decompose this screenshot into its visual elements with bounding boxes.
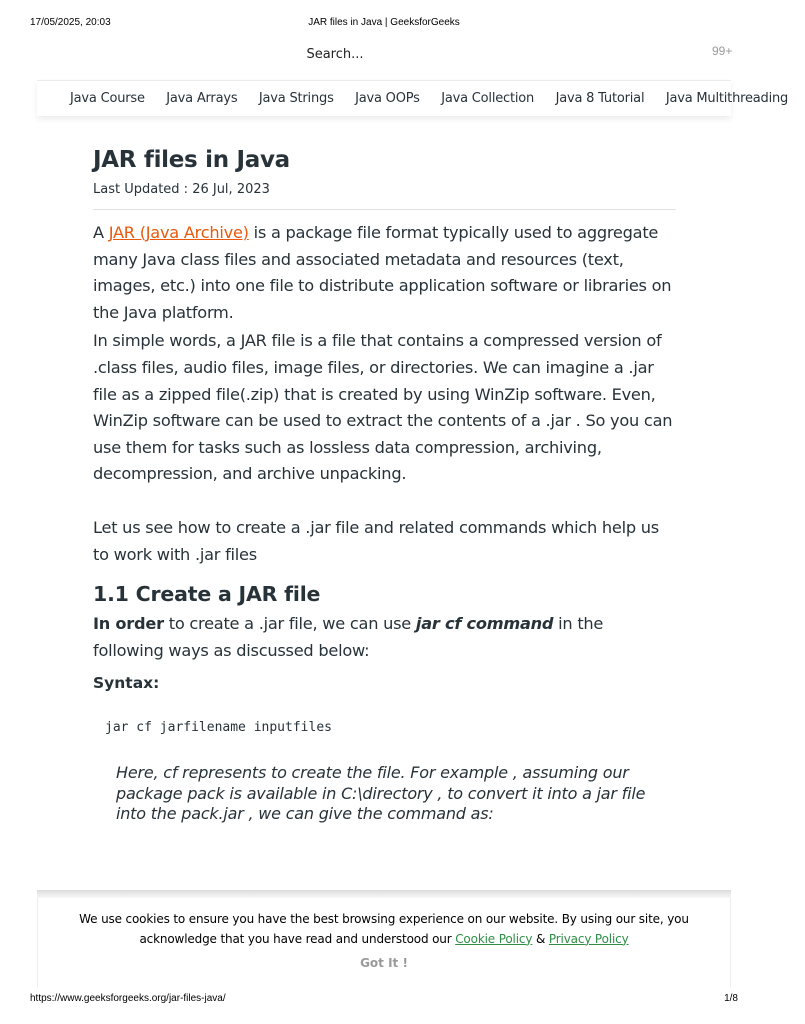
cookie-message-text: We use cookies to ensure you have the best browsing experience on our website. By using our site, you acknowledge that you have read and understood our (79, 912, 689, 946)
intro-paragraph (93, 220, 676, 326)
nav-item-java-8-tutorial[interactable]: Java 8 Tutorial (555, 91, 645, 106)
nav-item-java-course[interactable]: Java Course (70, 91, 145, 106)
topic-nav-bar (37, 80, 789, 116)
notification-count-badge[interactable]: 99+ (712, 44, 733, 58)
privacy-policy-link[interactable]: Privacy Policy (548, 931, 629, 946)
intro-text: is a package file format typically used to aggregate many Java class files and associated metadata and resources (text, images, etc.) into one file to distribute application software or libraries on the Java platform. (93, 223, 672, 322)
got-it-button[interactable]: Got It ! (360, 956, 408, 970)
cookie-message (38, 910, 730, 949)
article-title: JAR files in Java (93, 147, 290, 173)
simple-words-paragraph: In simple words, a JAR file is a file that contains a compressed version of .class files, audio files, image files, or directories. We can imagine a .jar file as a zipped file(.zip) that is created by using WinZip software. Even, WinZip software can be used to extract the contents of a .jar . So you can use them for tasks such as lossless data compression, archiving, decompression, and archive unpacking. (93, 331, 673, 484)
print-page-title: JAR files in Java | GeeksforGeeks (308, 17, 460, 28)
create-jar-paragraph (93, 611, 676, 664)
create-jar-text: to create a .jar file, we can use (163, 614, 416, 634)
nav-item-java-strings[interactable]: Java Strings (258, 91, 334, 106)
cookie-policy-link[interactable]: Cookie Policy (455, 931, 533, 946)
in-order-bold: In order (93, 614, 164, 634)
code-block: jar cf jarfilename inputfiles (105, 720, 332, 736)
print-datetime: 17/05/2025, 20:03 (30, 17, 111, 28)
nav-item-java-collection[interactable]: Java Collection (441, 91, 535, 106)
section-heading-create-jar: 1.1 Create a JAR file (93, 582, 321, 607)
print-header (30, 17, 738, 31)
create-jar-text-end: in the following ways as discussed below: (93, 614, 604, 660)
search-input[interactable]: Search... (306, 47, 364, 62)
cookie-amp: & (532, 931, 549, 946)
print-page-url: https://www.geeksforgeeks.org/jar-files-java/ (30, 993, 226, 1004)
last-updated-date: Last Updated : 26 Jul, 2023 (93, 182, 270, 197)
nav-item-java-multithreading[interactable]: Java Multithreading (665, 91, 789, 106)
how-to-paragraph: Let us see how to create a .jar file and related commands which help us to work with .jar files (93, 517, 659, 564)
syntax-label: Syntax: (93, 674, 160, 693)
cookie-consent-banner (37, 898, 731, 988)
intro-prefix: A (93, 223, 109, 242)
syntax-note: Here, cf represents to create the file. For example , assuming our package pack is available in C:\directory , to convert it into a jar file into the pack.jar , we can give the command as: (116, 763, 646, 824)
print-footer (30, 993, 738, 1007)
nav-item-java-arrays[interactable]: Java Arrays (166, 91, 238, 106)
jar-java-archive-link[interactable]: JAR (Java Archive) (108, 223, 249, 242)
jar-cf-command-emphasis: jar cf command (415, 614, 554, 634)
print-page-number: 1/8 (724, 993, 738, 1004)
article-content (93, 140, 676, 825)
divider (93, 209, 676, 210)
nav-item-java-oops[interactable]: Java OOPs (355, 91, 420, 106)
